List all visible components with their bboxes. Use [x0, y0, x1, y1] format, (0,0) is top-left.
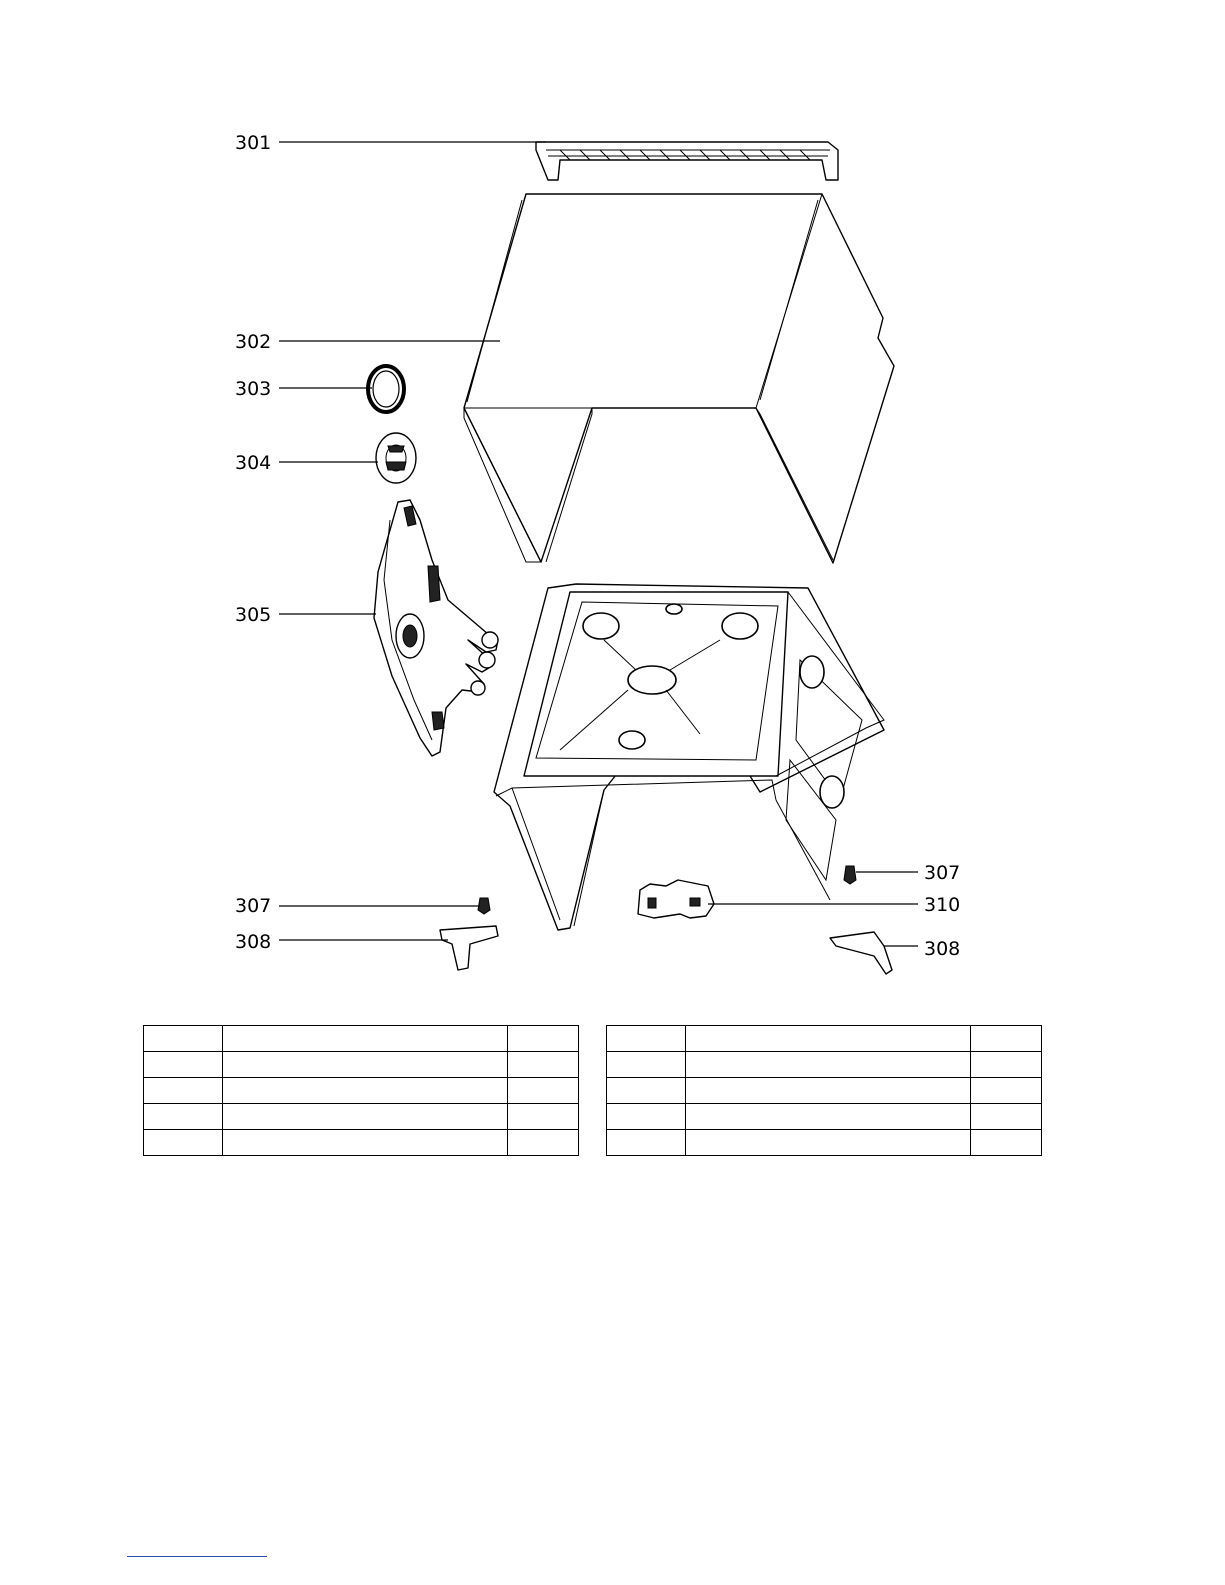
part-308-foot-right — [830, 932, 892, 974]
table-row — [144, 1130, 579, 1156]
part-310-bracket — [638, 880, 714, 918]
table-row — [607, 1130, 1042, 1156]
table-row — [144, 1104, 579, 1130]
table-row — [144, 1026, 579, 1052]
callout-305: 305 — [235, 604, 272, 626]
table-row — [607, 1052, 1042, 1078]
table-row — [144, 1078, 579, 1104]
callout-303: 303 — [235, 378, 272, 400]
callout-308-right: 308 — [924, 938, 961, 960]
table-row — [607, 1026, 1042, 1052]
part-303-seal-ring — [368, 366, 404, 412]
parts-table-left — [143, 1025, 579, 1156]
tub-body — [494, 584, 884, 930]
table-row — [607, 1104, 1042, 1130]
table-row — [144, 1052, 579, 1078]
part-307-screw-right — [844, 866, 856, 884]
footer-rule — [127, 1556, 267, 1557]
parts-table-right — [606, 1025, 1042, 1156]
callout-302: 302 — [235, 331, 272, 353]
callout-308-left: 308 — [235, 931, 272, 953]
callout-310: 310 — [924, 894, 961, 916]
callout-304: 304 — [235, 452, 272, 474]
table-row — [607, 1078, 1042, 1104]
part-302-cabinet-wrap — [464, 194, 894, 563]
part-301-top-rail — [536, 142, 838, 180]
callout-301: 301 — [235, 132, 272, 154]
part-304-spray-hub — [376, 433, 416, 483]
part-305-rear-duct-panel — [374, 500, 498, 756]
callout-307-left: 307 — [235, 895, 272, 917]
part-308-foot-left — [440, 926, 498, 970]
callout-307-right: 307 — [924, 862, 961, 884]
